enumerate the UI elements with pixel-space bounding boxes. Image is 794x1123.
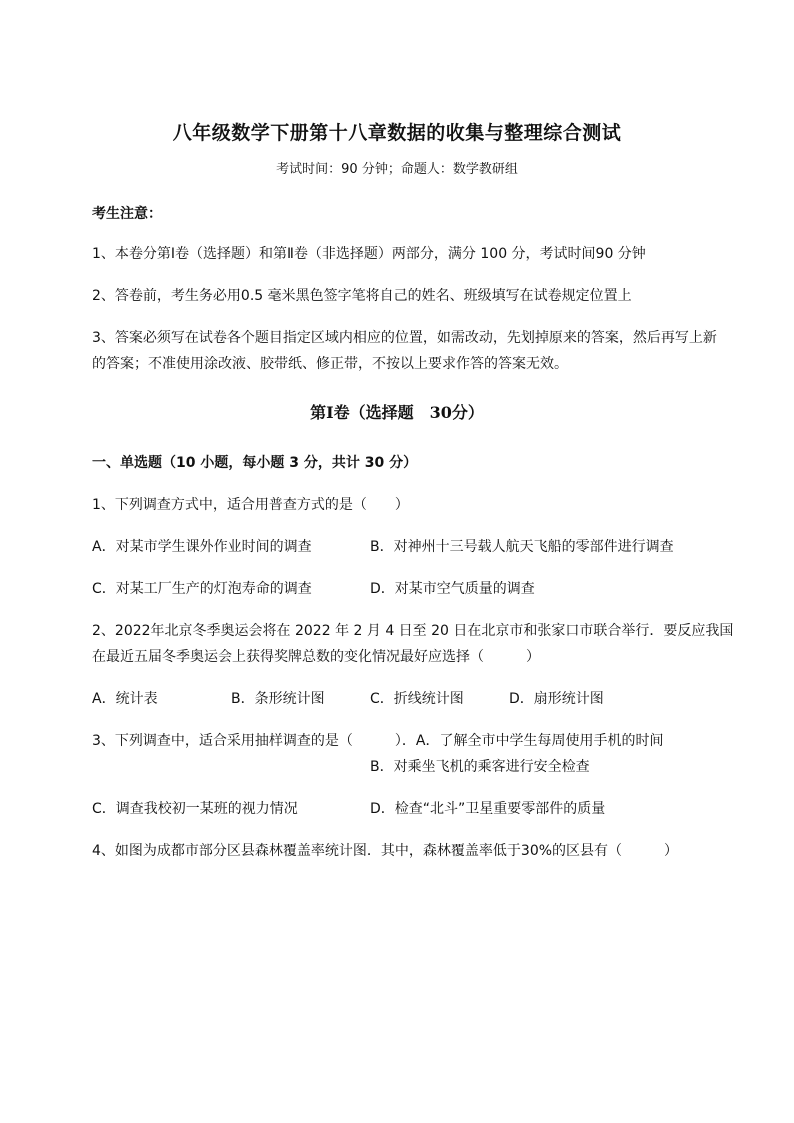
question-1-option-d: D．对某市空气质量的调查 <box>370 581 535 597</box>
question-3-option-c: C．调查我校初一某班的视力情况 <box>92 801 298 817</box>
question-1-option-c: C．对某工厂生产的灯泡寿命的调查 <box>92 581 312 597</box>
notice-item-2: 2、答卷前，考生务必用0.5 毫米黑色签字笔将自己的姓名、班级填写在试卷规定位置上 <box>92 288 632 304</box>
question-3-option-d: D．检查“北斗”卫星重要零部件的质量 <box>370 801 606 817</box>
question-2-stem-line-1: 2、2022年北京冬季奥运会将在 2022 年 2 月 4 日至 20 日在北京市和张家口市联合举行．要反应我国 <box>92 623 734 639</box>
question-1-option-b: B．对神州十三号载人航天飞船的零部件进行调查 <box>370 539 674 555</box>
exam-subtitle: 考试时间：90 分钟；命题人：数学教研组 <box>276 162 518 177</box>
section-title: 一、单选题（10 小题，每小题 3 分，共计 30 分） <box>92 455 418 471</box>
question-2-option-c: C．折线统计图 <box>370 691 464 707</box>
question-4-stem: 4、如图为成都市部分区县森林覆盖率统计图．其中，森林覆盖率低于30%的区县有（ ） <box>92 843 679 859</box>
question-2-stem-line-2: 在最近五届冬季奥运会上获得奖牌总数的变化情况最好应选择（ ） <box>92 649 540 665</box>
question-1-option-a: A．对某市学生课外作业时间的调查 <box>92 539 312 555</box>
question-3-option-b: B．对乘坐飞机的乘客进行安全检查 <box>370 759 590 775</box>
part-1-heading: 第Ⅰ卷（选择题 30分） <box>310 403 484 422</box>
exam-title: 八年级数学下册第十八章数据的收集与整理综合测试 <box>172 122 622 144</box>
question-1-stem: 1、下列调查方式中，适合用普查方式的是（ ） <box>92 497 409 513</box>
notice-item-3-line-2: 的答案；不准使用涂改液、胶带纸、修正带，不按以上要求作答的答案无效。 <box>92 356 568 372</box>
question-2-option-b: B．条形统计图 <box>231 691 325 707</box>
question-3-stem: 3、下列调查中，适合采用抽样调查的是（ ）．A．了解全市中学生每周使用手机的时间 <box>92 733 664 749</box>
question-2-option-d: D．扇形统计图 <box>509 691 604 707</box>
question-2-option-a: A．统计表 <box>92 691 158 707</box>
notice-item-1: 1、本卷分第Ⅰ卷（选择题）和第Ⅱ卷（非选择题）两部分，满分 100 分，考试时间90 分钟 <box>92 246 646 262</box>
notice-item-3-line-1: 3、答案必须写在试卷各个题目指定区域内相应的位置，如需改动，先划掉原来的答案，然后再写上新 <box>92 330 717 346</box>
notice-heading: 考生注意： <box>92 206 162 222</box>
